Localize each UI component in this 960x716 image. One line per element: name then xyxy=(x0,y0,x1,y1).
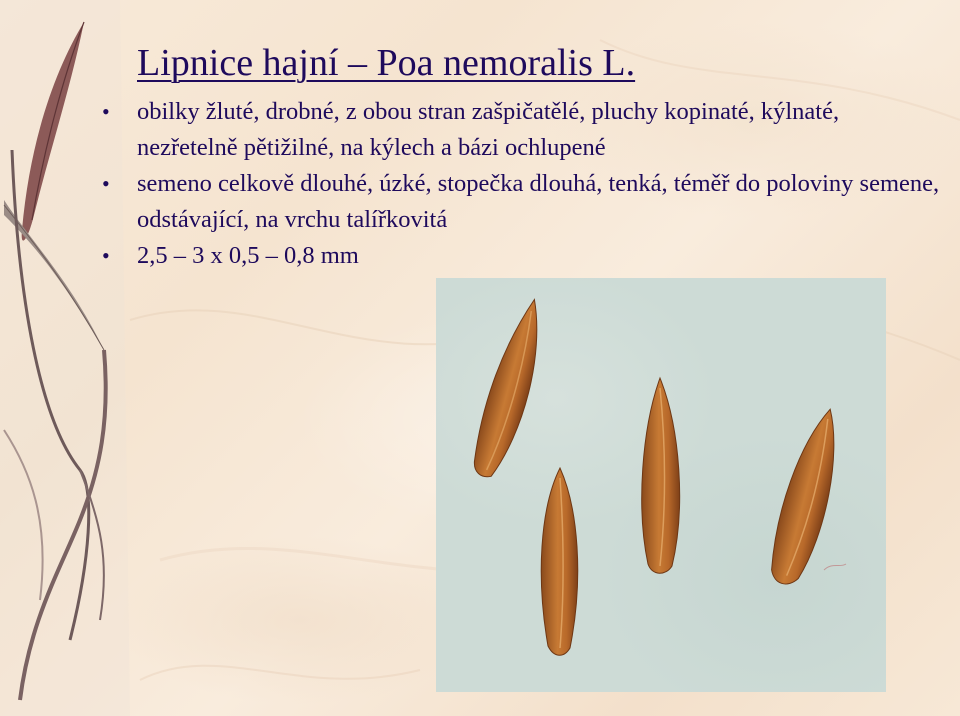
seed xyxy=(541,468,577,655)
bullet-text: semeno celkově dlouhé, úzké, stopečka dlouhá, tenká, téměř do poloviny semene, odstávající, na vrchu talířkovitá xyxy=(137,170,940,233)
bullet-list xyxy=(100,94,940,274)
bullet-item xyxy=(100,166,940,238)
bullet-item xyxy=(100,94,940,166)
seed-photo xyxy=(436,278,886,692)
slide-title: Lipnice hajní – Poa nemoralis L. xyxy=(137,42,636,84)
seed xyxy=(468,294,552,482)
bullet-symbol: • xyxy=(102,99,110,124)
seed xyxy=(642,378,680,573)
bullet-text: 2,5 – 3 x 0,5 – 0,8 mm xyxy=(137,242,359,269)
seeds-image xyxy=(436,278,886,692)
bullet-item xyxy=(100,238,940,274)
bullet-text: obilky žluté, drobné, z obou stran zašpičatělé, pluchy kopinaté, kýlnaté, nezřetelně pětižilné, na kýlech a bázi ochlupené xyxy=(137,98,840,161)
seed xyxy=(764,404,849,590)
bullet-symbol: • xyxy=(102,171,110,196)
bullet-symbol: • xyxy=(102,243,110,268)
